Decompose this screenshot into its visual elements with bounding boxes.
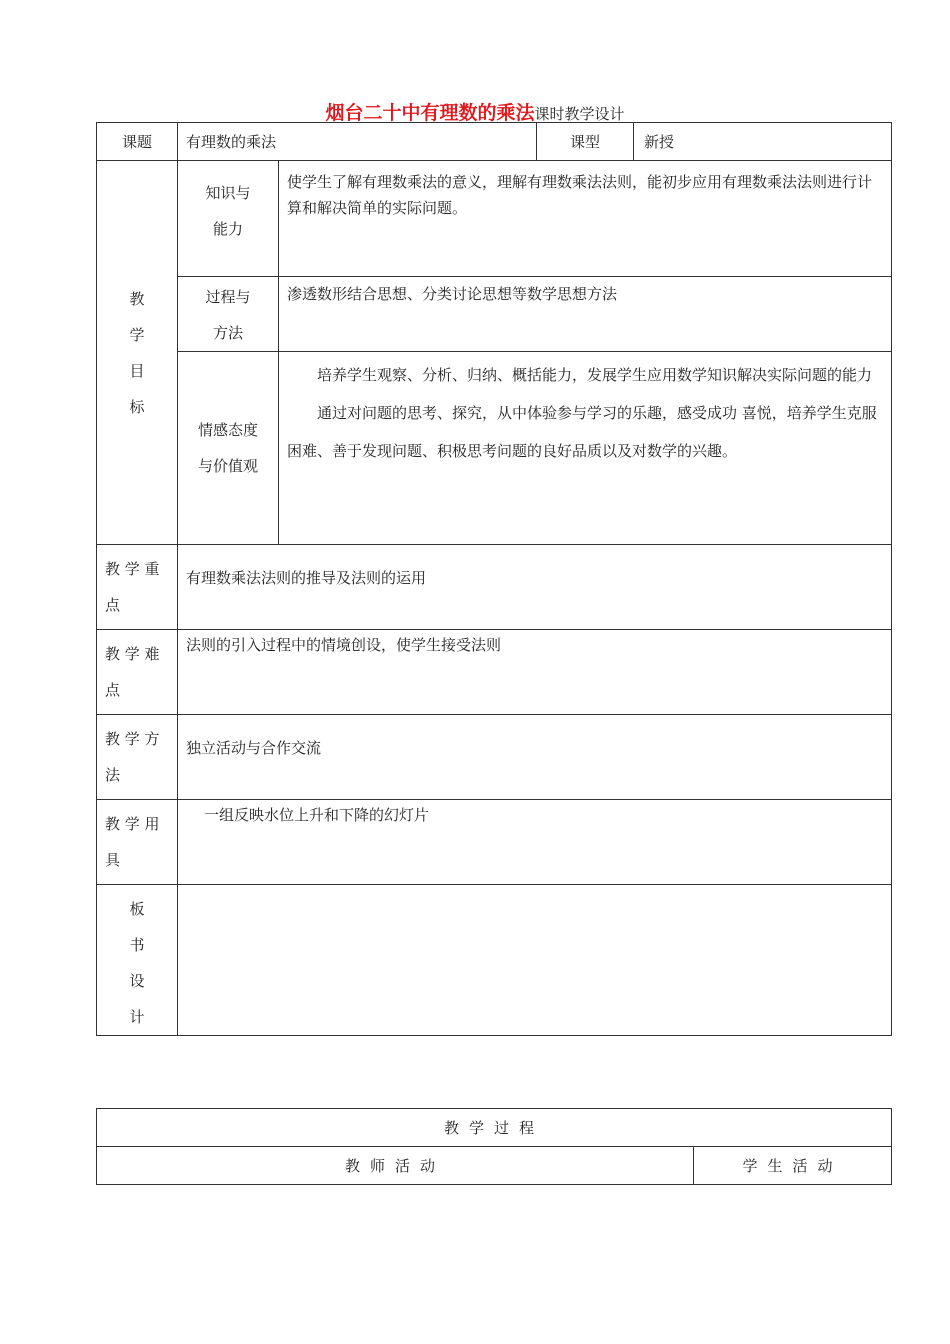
- header-row: [97, 123, 892, 161]
- key-points-text: 有理数乘法法则的推导及法则的运用: [178, 545, 892, 630]
- board-row: [97, 885, 892, 1036]
- type-value: 新授: [634, 123, 892, 161]
- process-label: 过程与 方法: [178, 277, 279, 352]
- topic-value: 有理数的乘法: [178, 123, 537, 161]
- methods-row: [97, 715, 892, 800]
- title-main: 烟台二十中有理数的乘法: [325, 102, 535, 124]
- topic-label: 课题: [97, 123, 178, 161]
- emotion-row: [97, 352, 892, 545]
- type-label: 课型: [537, 123, 634, 161]
- difficulties-label: 教 学 难 点: [97, 630, 178, 715]
- objectives-label: 教 学 目 标: [97, 161, 178, 545]
- difficulties-text: 法则的引入过程中的情境创设，使学生接受法则: [178, 630, 892, 715]
- methods-label: 教 学 方 法: [97, 715, 178, 800]
- student-activity-header: 学生活动: [694, 1147, 892, 1185]
- process-row: [97, 277, 892, 352]
- tools-text: 一组反映水位上升和下降的幻灯片: [178, 800, 892, 885]
- knowledge-text: 使学生了解有理数乘法的意义，理解有理数乘法法则，能初步应用有理数乘法法则进行计算和解决简单的实际问题。: [279, 161, 892, 277]
- process-text: 渗透数形结合思想、分类讨论思想等数学思想方法: [279, 277, 892, 352]
- knowledge-row: [97, 161, 892, 277]
- key-points-label: 教 学 重 点: [97, 545, 178, 630]
- methods-text: 独立活动与合作交流: [178, 715, 892, 800]
- key-points-row: [97, 545, 892, 630]
- knowledge-label: 知识与 能力: [178, 161, 279, 277]
- page-title: [0, 98, 950, 125]
- tools-label: 教 学 用 具: [97, 800, 178, 885]
- board-content: [178, 885, 892, 1036]
- tools-row: [97, 800, 892, 885]
- emotion-label: 情感态度 与价值观: [178, 352, 279, 545]
- emotion-para-2: 通过对问题的思考、探究，从中体验参与学习的乐趣，感受成功 喜悦，培养学生克服困难、善于发现问题、积极思考问题的良好品质以及对数学的兴趣。: [287, 404, 877, 460]
- lesson-plan-table: [96, 122, 892, 1036]
- difficulties-row: [97, 630, 892, 715]
- teacher-activity-header: 教师活动: [97, 1147, 694, 1185]
- emotion-text: [279, 352, 892, 545]
- emotion-para-1: 培养学生观察、分析、归纳、概括能力，发展学生应用数学知识解决实际问题的能力: [317, 366, 873, 384]
- board-label: 板 书 设 计: [97, 885, 178, 1036]
- process-table: [96, 1108, 892, 1185]
- process-heading: 教学过程: [97, 1109, 892, 1147]
- title-suffix: 课时教学设计: [534, 105, 625, 123]
